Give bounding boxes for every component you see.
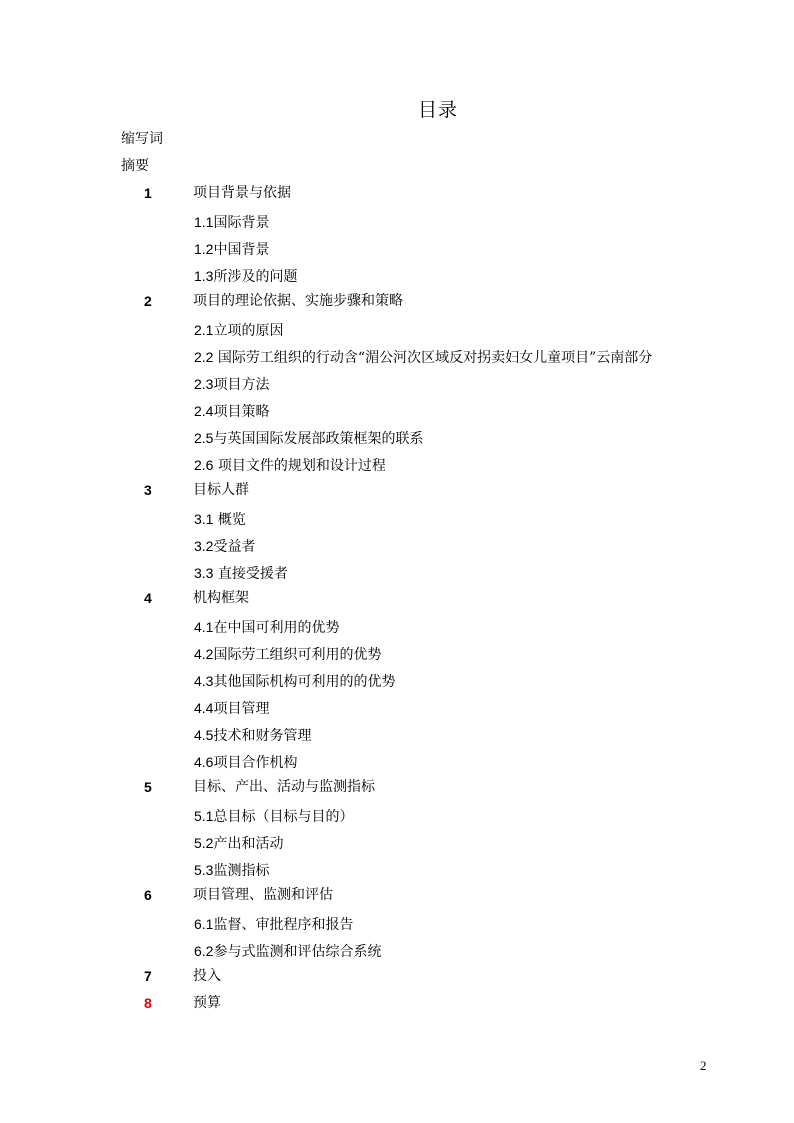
section-title: 产出和活动 [213,836,284,852]
section-title: 项目方法 [213,377,270,393]
section-1-2[interactable] [0,236,794,263]
section-title: 与英国国际发展部政策框架的联系 [213,431,424,447]
chapter-number: 1 [144,185,152,201]
section-5-2[interactable] [0,830,794,857]
chapter-6[interactable] [0,884,794,911]
section-number: 2.6 [194,457,214,473]
chapter-title: 项目的理论依据、实施步骤和策略 [193,293,403,309]
section-title: 项目文件的规划和设计过程 [213,458,386,474]
section-2-3[interactable] [0,371,794,398]
section-number: 3.3 [194,565,214,581]
section-4-3[interactable] [0,668,794,695]
section-title: 监督、审批程序和报告 [213,917,354,933]
chapter-title: 项目管理、监测和评估 [193,887,333,903]
section-2-2[interactable] [0,344,794,371]
chapter-title: 目标、产出、活动与监测指标 [193,779,375,795]
section-number: 4.1 [194,619,214,635]
section-title: 总目标（目标与目的） [213,809,354,825]
section-number: 5.2 [194,835,214,851]
chapter-title: 机构框架 [193,590,249,606]
section-4-1[interactable] [0,614,794,641]
section-title: 国际劳工组织的行动含“湄公河次区域反对拐卖妇女儿童项目”云南部分 [213,350,653,366]
section-number: 2.2 [194,349,214,365]
chapter-title: 目标人群 [193,482,249,498]
section-title: 监测指标 [213,863,270,879]
section-title: 国际背景 [213,215,270,231]
section-title: 其他国际机构可利用的的优势 [213,674,396,690]
section-title: 直接受援者 [213,566,288,582]
section-number: 3.1 [194,511,214,527]
chapter-1[interactable] [0,182,794,209]
section-number: 1.3 [194,268,214,284]
section-2-5[interactable] [0,425,794,452]
section-title: 国际劳工组织可利用的优势 [213,647,382,663]
section-number: 4.6 [194,754,214,770]
section-1-3[interactable] [0,263,794,290]
section-5-3[interactable] [0,857,794,884]
summary-entry[interactable]: 摘要 [121,158,149,174]
section-2-6[interactable] [0,452,794,479]
section-title: 参与式监测和评估综合系统 [213,944,382,960]
section-title: 项目策略 [213,404,270,420]
section-number: 1.2 [194,241,214,257]
chapter-3[interactable] [0,479,794,506]
section-title: 受益者 [213,539,256,555]
table-of-contents [0,182,794,1019]
section-number: 4.5 [194,727,214,743]
chapter-number: 5 [144,779,152,795]
section-2-4[interactable] [0,398,794,425]
section-3-3[interactable] [0,560,794,587]
chapter-number: 7 [144,968,152,984]
section-number: 5.1 [194,808,214,824]
section-number: 5.3 [194,862,214,878]
section-title: 技术和财务管理 [213,728,312,744]
section-title: 项目管理 [213,701,270,717]
section-number: 2.1 [194,322,214,338]
section-number: 1.1 [194,214,214,230]
section-5-1[interactable] [0,803,794,830]
chapter-number: 4 [144,590,152,606]
chapter-8[interactable] [0,992,794,1019]
section-title: 在中国可利用的优势 [213,620,340,636]
chapter-2[interactable] [0,290,794,317]
section-3-1[interactable] [0,506,794,533]
toc-title: 目录 [417,99,458,121]
section-4-5[interactable] [0,722,794,749]
abbreviations-entry[interactable]: 缩写词 [121,131,163,147]
chapter-title: 预算 [193,995,221,1011]
section-2-1[interactable] [0,317,794,344]
chapter-number: 3 [144,482,152,498]
chapter-7[interactable] [0,965,794,992]
chapter-5[interactable] [0,776,794,803]
section-title: 立项的原因 [213,323,284,339]
section-3-2[interactable] [0,533,794,560]
section-number: 4.4 [194,700,214,716]
chapter-4[interactable] [0,587,794,614]
chapter-title: 项目背景与依据 [193,185,291,201]
section-number: 6.2 [194,943,214,959]
chapter-number: 6 [144,887,152,903]
page-number: 2 [700,1058,707,1073]
section-number: 4.3 [194,673,214,689]
chapter-number: 8 [144,995,152,1011]
section-title: 项目合作机构 [213,755,298,771]
section-title: 所涉及的问题 [213,269,298,285]
section-4-4[interactable] [0,695,794,722]
chapter-title: 投入 [193,968,221,984]
section-1-1[interactable] [0,209,794,236]
section-6-2[interactable] [0,938,794,965]
section-title: 中国背景 [213,242,270,258]
section-title: 概览 [213,512,246,528]
section-6-1[interactable] [0,911,794,938]
section-number: 2.5 [194,430,214,446]
section-number: 2.3 [194,376,214,392]
section-4-6[interactable] [0,749,794,776]
section-number: 2.4 [194,403,214,419]
chapter-number: 2 [144,293,152,309]
section-4-2[interactable] [0,641,794,668]
section-number: 6.1 [194,916,214,932]
section-number: 4.2 [194,646,214,662]
section-number: 3.2 [194,538,214,554]
